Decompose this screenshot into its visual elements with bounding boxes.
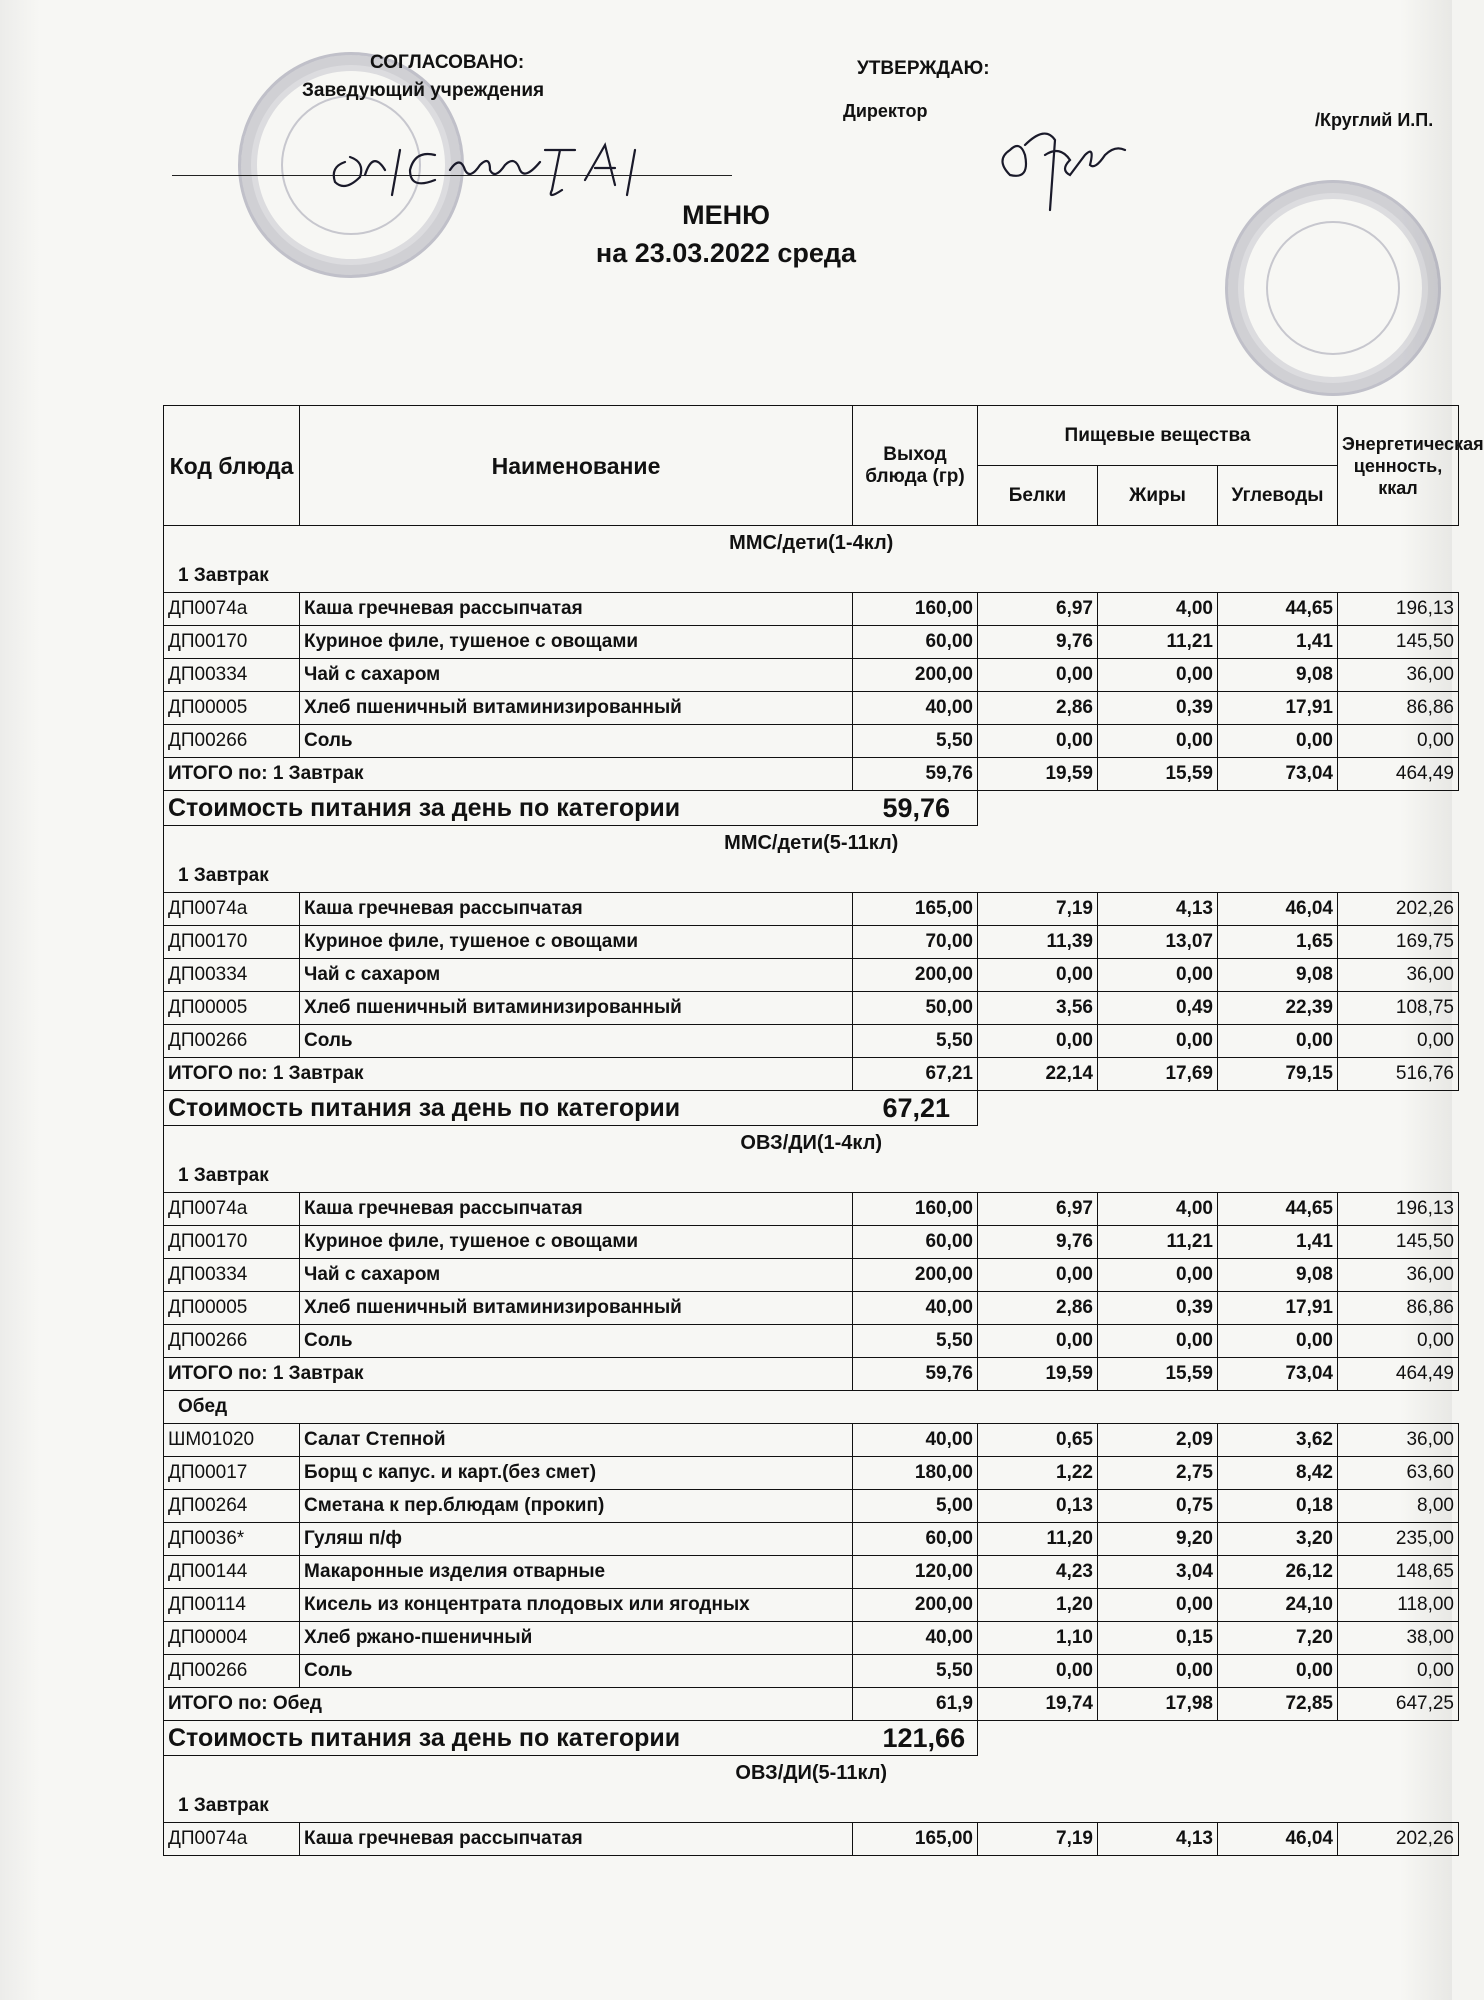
dish-fat: 0,00 [1098,1025,1218,1058]
dish-protein: 7,19 [978,893,1098,926]
table-row [164,1325,1459,1358]
dish-energy: 196,13 [1338,1193,1459,1226]
category-title: ММС/дети(1-4кл) [164,526,1459,561]
menu-title: МЕНЮ [682,200,770,230]
cost-label: Стоимость питания за день по категории [164,791,853,826]
dish-name: Соль [300,725,853,758]
category-row [164,826,1459,861]
cost-row [164,1721,1459,1756]
dish-protein: 1,10 [978,1622,1098,1655]
dish-fat: 2,09 [1098,1424,1218,1457]
dish-yield: 180,00 [853,1457,978,1490]
dish-fat: 0,75 [1098,1490,1218,1523]
total-row [164,1358,1459,1391]
dish-yield: 5,00 [853,1490,978,1523]
dish-protein: 0,00 [978,1325,1098,1358]
dish-code: ДП0074а [164,1823,300,1856]
dish-carbs: 26,12 [1218,1556,1338,1589]
dish-energy: 86,86 [1338,692,1459,725]
dish-protein: 9,76 [978,1226,1098,1259]
dish-yield: 50,00 [853,992,978,1025]
approve-label: УТВЕРЖДАЮ: [857,58,990,79]
dish-protein: 11,20 [978,1523,1098,1556]
dish-carbs: 0,00 [1218,1325,1338,1358]
dish-carbs: 46,04 [1218,1823,1338,1856]
dish-carbs: 44,65 [1218,1193,1338,1226]
meal-row [164,860,1459,893]
table-row [164,1490,1459,1523]
dish-energy: 86,86 [1338,1292,1459,1325]
dish-code: ДП0074а [164,893,300,926]
dish-energy: 0,00 [1338,1025,1459,1058]
dish-name: Соль [300,1025,853,1058]
dish-fat: 0,00 [1098,725,1218,758]
dish-energy: 145,50 [1338,1226,1459,1259]
meal-title: 1 Завтрак [164,560,1459,593]
dish-protein: 7,19 [978,1823,1098,1856]
dish-fat: 0,00 [1098,659,1218,692]
total-fat: 15,59 [1098,1358,1218,1391]
dish-name: Каша гречневая рассыпчатая [300,1193,853,1226]
total-energy: 516,76 [1338,1058,1459,1091]
category-row [164,1756,1459,1791]
dish-code: ДП00334 [164,1259,300,1292]
dish-code: ДП00005 [164,692,300,725]
dish-code: ДП00170 [164,626,300,659]
cost-row [164,1091,1459,1126]
agreed-label: СОГЛАСОВАНО: [370,52,525,73]
table-row [164,692,1459,725]
dish-yield: 200,00 [853,959,978,992]
dish-protein: 2,86 [978,692,1098,725]
table-row [164,593,1459,626]
total-yield: 61,9 [853,1688,978,1721]
dish-code: ДП00144 [164,1556,300,1589]
dish-carbs: 24,10 [1218,1589,1338,1622]
table-row [164,1193,1459,1226]
dish-name: Куриное филе, тушеное с овощами [300,626,853,659]
dish-name: Салат Степной [300,1424,853,1457]
dish-fat: 0,00 [1098,1259,1218,1292]
dish-carbs: 22,39 [1218,992,1338,1025]
dish-name: Чай с сахаром [300,1259,853,1292]
category-title: ОВЗ/ДИ(5-11кл) [164,1756,1459,1791]
agreed-signature [200,120,740,200]
dish-code: ДП00170 [164,926,300,959]
meal-title: Обед [164,1391,1459,1424]
table-row [164,1424,1459,1457]
dish-energy: 0,00 [1338,725,1459,758]
dish-name: Каша гречневая рассыпчатая [300,593,853,626]
dish-fat: 13,07 [1098,926,1218,959]
dish-energy: 0,00 [1338,1325,1459,1358]
dish-energy: 36,00 [1338,1424,1459,1457]
dish-code: ДП00005 [164,992,300,1025]
dish-name: Гуляш п/ф [300,1523,853,1556]
dish-code: ШМ01020 [164,1424,300,1457]
cost-blank [978,1091,1459,1126]
dish-name: Хлеб пшеничный витаминизированный [300,1292,853,1325]
dish-energy: 235,00 [1338,1523,1459,1556]
total-protein: 19,59 [978,758,1098,791]
dish-yield: 165,00 [853,1823,978,1856]
dish-name: Хлеб пшеничный витаминизированный [300,692,853,725]
total-row [164,758,1459,791]
table-row [164,659,1459,692]
cost-label: Стоимость питания за день по категории [164,1721,853,1756]
dish-protein: 0,00 [978,1655,1098,1688]
dish-yield: 200,00 [853,1589,978,1622]
table-body [164,526,1459,1856]
dish-yield: 40,00 [853,1424,978,1457]
dish-code: ДП00017 [164,1457,300,1490]
table-row [164,1025,1459,1058]
dish-name: Чай с сахаром [300,959,853,992]
dish-yield: 5,50 [853,1655,978,1688]
cost-row [164,791,1459,826]
dish-carbs: 9,08 [1218,659,1338,692]
dish-energy: 202,26 [1338,1823,1459,1856]
dish-fat: 4,13 [1098,1823,1218,1856]
dish-code: ДП00266 [164,725,300,758]
dish-code: ДП0036* [164,1523,300,1556]
table-row [164,626,1459,659]
header-fat: Жиры [1098,466,1218,526]
cost-blank [978,1721,1459,1756]
meal-title: 1 Завтрак [164,860,1459,893]
table-row [164,1292,1459,1325]
director-name: /Круглий И.П. [1315,110,1434,130]
total-fat: 15,59 [1098,758,1218,791]
dish-name: Кисель из концентрата плодовых или ягодных [300,1589,853,1622]
dish-protein: 0,65 [978,1424,1098,1457]
dish-protein: 0,00 [978,959,1098,992]
dish-yield: 165,00 [853,893,978,926]
dish-carbs: 0,00 [1218,1025,1338,1058]
dish-code: ДП00264 [164,1490,300,1523]
header-energy: Энергетическая ценность, ккал [1338,406,1459,526]
dish-protein: 6,97 [978,1193,1098,1226]
dish-energy: 36,00 [1338,1259,1459,1292]
agreed-signature-text: Оф/ 1 Сафина Т.А/ [200,120,209,121]
table-row [164,1457,1459,1490]
total-label: ИТОГО по: Обед [164,1688,853,1721]
total-fat: 17,69 [1098,1058,1218,1091]
dish-yield: 120,00 [853,1556,978,1589]
dish-fat: 0,00 [1098,959,1218,992]
dish-name: Каша гречневая рассыпчатая [300,893,853,926]
table-row [164,926,1459,959]
dish-fat: 2,75 [1098,1457,1218,1490]
table-row [164,959,1459,992]
total-fat: 17,98 [1098,1688,1218,1721]
dish-fat: 0,00 [1098,1589,1218,1622]
director-signature [985,105,1145,215]
header-carbs: Углеводы [1218,466,1338,526]
dish-code: ДП0074а [164,1193,300,1226]
total-carbs: 73,04 [1218,1358,1338,1391]
total-row [164,1058,1459,1091]
dish-fat: 3,04 [1098,1556,1218,1589]
category-row [164,526,1459,561]
dish-code: ДП00334 [164,659,300,692]
dish-carbs: 0,00 [1218,725,1338,758]
dish-fat: 9,20 [1098,1523,1218,1556]
menu-table [163,405,1484,1856]
dish-carbs: 0,18 [1218,1490,1338,1523]
dish-carbs: 46,04 [1218,893,1338,926]
header-protein: Белки [978,466,1098,526]
dish-protein: 1,20 [978,1589,1098,1622]
dish-name: Чай с сахаром [300,659,853,692]
dish-carbs: 7,20 [1218,1622,1338,1655]
dish-code: ДП00114 [164,1589,300,1622]
dish-protein: 0,13 [978,1490,1098,1523]
table-row [164,992,1459,1025]
dish-fat: 0,49 [1098,992,1218,1025]
total-energy: 464,49 [1338,758,1459,791]
header-name: Наименование [300,406,853,526]
dish-code: ДП00170 [164,1226,300,1259]
dish-yield: 60,00 [853,1523,978,1556]
category-row [164,1126,1459,1161]
dish-carbs: 9,08 [1218,1259,1338,1292]
cost-value: 121,66 [853,1721,978,1756]
dish-energy: 108,75 [1338,992,1459,1025]
dish-protein: 1,22 [978,1457,1098,1490]
dish-name: Соль [300,1655,853,1688]
total-protein: 22,14 [978,1058,1098,1091]
table-row [164,1523,1459,1556]
dish-code: ДП00266 [164,1025,300,1058]
cost-label: Стоимость питания за день по категории [164,1091,853,1126]
dish-carbs: 17,91 [1218,1292,1338,1325]
dish-yield: 5,50 [853,725,978,758]
dish-carbs: 1,41 [1218,1226,1338,1259]
dish-protein: 0,00 [978,725,1098,758]
cost-value: 67,21 [853,1091,978,1126]
dish-protein: 4,23 [978,1556,1098,1589]
total-row [164,1688,1459,1721]
dish-code: ДП0074а [164,593,300,626]
total-label: ИТОГО по: 1 Завтрак [164,1058,853,1091]
dish-energy: 169,75 [1338,926,1459,959]
dish-carbs: 3,62 [1218,1424,1338,1457]
agreed-position: Заведующий учреждения [302,80,545,101]
dish-yield: 40,00 [853,1622,978,1655]
total-label: ИТОГО по: 1 Завтрак [164,758,853,791]
dish-code: ДП00005 [164,1292,300,1325]
dish-carbs: 0,00 [1218,1655,1338,1688]
meal-row [164,560,1459,593]
total-carbs: 72,85 [1218,1688,1338,1721]
dish-protein: 0,00 [978,1259,1098,1292]
dish-carbs: 8,42 [1218,1457,1338,1490]
total-yield: 67,21 [853,1058,978,1091]
dish-protein: 3,56 [978,992,1098,1025]
cost-blank [978,791,1459,826]
dish-yield: 200,00 [853,1259,978,1292]
header-code: Код блюда [164,406,300,526]
meal-title: 1 Завтрак [164,1160,1459,1193]
dish-fat: 11,21 [1098,626,1218,659]
dish-code: ДП00004 [164,1622,300,1655]
total-label: ИТОГО по: 1 Завтрак [164,1358,853,1391]
dish-fat: 0,39 [1098,1292,1218,1325]
dish-yield: 200,00 [853,659,978,692]
dish-protein: 0,00 [978,1025,1098,1058]
dish-energy: 36,00 [1338,659,1459,692]
dish-carbs: 44,65 [1218,593,1338,626]
table-row [164,1622,1459,1655]
dish-protein: 0,00 [978,659,1098,692]
total-carbs: 79,15 [1218,1058,1338,1091]
table-row [164,1655,1459,1688]
dish-carbs: 1,65 [1218,926,1338,959]
dish-fat: 0,00 [1098,1655,1218,1688]
total-protein: 19,74 [978,1688,1098,1721]
dish-fat: 0,15 [1098,1622,1218,1655]
table-row [164,893,1459,926]
table-header [164,406,1484,526]
table-row [164,1589,1459,1622]
meal-title: 1 Завтрак [164,1790,1459,1823]
dish-energy: 63,60 [1338,1457,1459,1490]
meal-row [164,1790,1459,1823]
table-row [164,1556,1459,1589]
dish-fat: 4,13 [1098,893,1218,926]
dish-energy: 202,26 [1338,893,1459,926]
table-row [164,1259,1459,1292]
dish-yield: 40,00 [853,692,978,725]
dish-yield: 160,00 [853,1193,978,1226]
dish-fat: 0,00 [1098,1325,1218,1358]
dish-code: ДП00266 [164,1325,300,1358]
dish-yield: 40,00 [853,1292,978,1325]
dish-energy: 118,00 [1338,1589,1459,1622]
cost-value: 59,76 [853,791,978,826]
total-energy: 647,25 [1338,1688,1459,1721]
dish-code: ДП00266 [164,1655,300,1688]
dish-energy: 145,50 [1338,626,1459,659]
meal-row [164,1160,1459,1193]
dish-energy: 38,00 [1338,1622,1459,1655]
dish-code: ДП00334 [164,959,300,992]
dish-carbs: 17,91 [1218,692,1338,725]
category-title: ОВЗ/ДИ(1-4кл) [164,1126,1459,1161]
meal-row [164,1391,1459,1424]
dish-name: Борщ с капус. и карт.(без смет) [300,1457,853,1490]
total-carbs: 73,04 [1218,758,1338,791]
header-nutrients: Пищевые вещества [978,406,1338,466]
dish-energy: 0,00 [1338,1655,1459,1688]
dish-name: Соль [300,1325,853,1358]
total-yield: 59,76 [853,1358,978,1391]
dish-yield: 5,50 [853,1325,978,1358]
table-row [164,1823,1459,1856]
total-protein: 19,59 [978,1358,1098,1391]
table-row [164,725,1459,758]
dish-name: Куриное филе, тушеное с овощами [300,926,853,959]
dish-energy: 8,00 [1338,1490,1459,1523]
dish-name: Макаронные изделия отварные [300,1556,853,1589]
dish-yield: 60,00 [853,1226,978,1259]
dish-protein: 11,39 [978,926,1098,959]
dish-name: Каша гречневая рассыпчатая [300,1823,853,1856]
dish-carbs: 1,41 [1218,626,1338,659]
dish-protein: 6,97 [978,593,1098,626]
dish-fat: 11,21 [1098,1226,1218,1259]
dish-energy: 196,13 [1338,593,1459,626]
dish-yield: 160,00 [853,593,978,626]
dish-yield: 60,00 [853,626,978,659]
header-yield: Выход блюда (гр) [853,406,978,526]
dish-energy: 36,00 [1338,959,1459,992]
dish-name: Куриное филе, тушеное с овощами [300,1226,853,1259]
dish-carbs: 3,20 [1218,1523,1338,1556]
dish-fat: 4,00 [1098,593,1218,626]
dish-protein: 9,76 [978,626,1098,659]
category-title: ММС/дети(5-11кл) [164,826,1459,861]
dish-yield: 70,00 [853,926,978,959]
table-row [164,1226,1459,1259]
dish-protein: 2,86 [978,1292,1098,1325]
dish-yield: 5,50 [853,1025,978,1058]
dish-name: Сметана к пер.блюдам (прокип) [300,1490,853,1523]
approve-position: Директор [843,101,928,121]
total-yield: 59,76 [853,758,978,791]
dish-fat: 4,00 [1098,1193,1218,1226]
total-energy: 464,49 [1338,1358,1459,1391]
dish-carbs: 9,08 [1218,959,1338,992]
dish-fat: 0,39 [1098,692,1218,725]
dish-name: Хлеб пшеничный витаминизированный [300,992,853,1025]
menu-date: на 23.03.2022 среда [595,238,857,268]
dish-name: Хлеб ржано-пшеничный [300,1622,853,1655]
dish-energy: 148,65 [1338,1556,1459,1589]
